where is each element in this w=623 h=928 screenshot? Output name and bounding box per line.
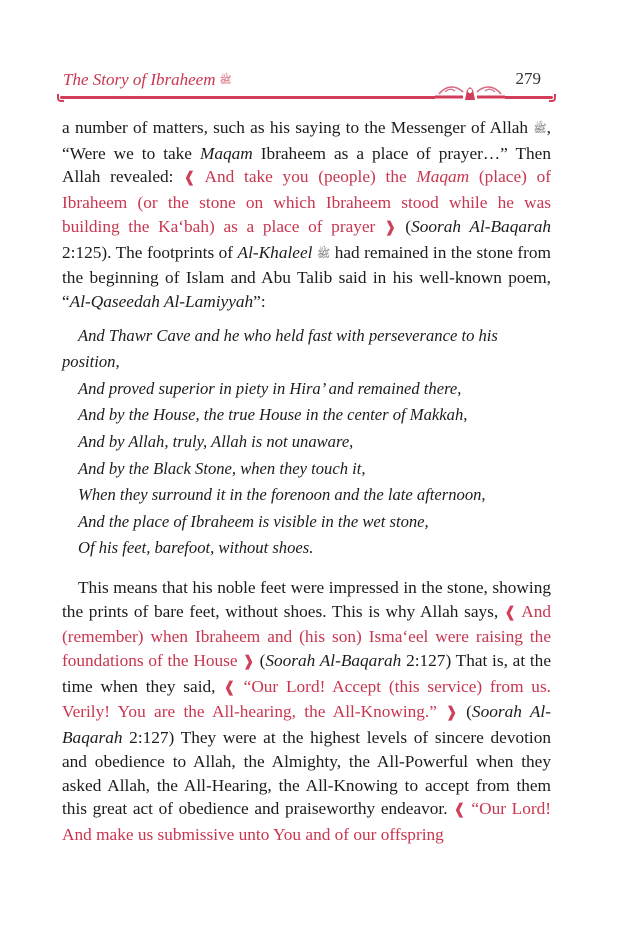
paragraph-maqam: a number of matters, such as his saying to the Messenger of Allah ﷺ, “Were we to take Maqam Ibraheem as a place of prayer…” Then Allah revealed: ❰ And take you (people) the Maqam (place) of Ibraheem (or the stone on which Ibraheem stood while he was building the Ka‘bah) as a place of prayer ❱ (Soorah Al-Baqarah 2:125). The footprints of Al-Khaleel ﷺ had remained in the stone from the beginning of Islam and Abu Talib said in his well-known poem, “Al-Qaseedah Al-Lamiyyah”: — [62, 118, 552, 311]
quran-quote: “Our Lord! And make us submissive unto You and of our offspring — [62, 799, 551, 844]
honorific-icon: ﷺ — [533, 123, 547, 135]
poem-line: And by Allah, truly, Allah is not unaware, — [78, 432, 354, 451]
poem-line: When they surround it in the forenoon and the late afternoon, — [78, 485, 486, 505]
salutation-icon: ﷺ — [219, 75, 232, 86]
page-body — [62, 116, 551, 847]
quran-close-bracket-icon: ❱ — [242, 654, 255, 671]
quran-close-bracket-icon: ❱ — [445, 705, 458, 722]
quran-quote: “Our Lord! Accept (this service) from us. Verily! You are the All-hearing, the All-Knowing.” — [62, 676, 551, 722]
rule-curl-left-icon — [57, 94, 64, 102]
ornament-flourish-icon — [435, 82, 505, 100]
page-number: 279 — [515, 69, 541, 88]
poem-line: And proved superior in piety in Hira’ and remained there, — [78, 378, 462, 398]
running-title: The Story of Ibraheem ﷺ — [63, 70, 232, 89]
quran-quote: And take you (people) the Maqam (place) of Ibraheem (or the stone on which Ibraheem stood while he was building the Ka‘bah) as a place of prayer — [62, 167, 551, 236]
poem-block — [62, 323, 551, 562]
poem-line: And by the House, the true House in the center of Makkah, — [78, 405, 468, 425]
page-header — [60, 66, 553, 102]
paragraph-footprints: This means that his noble feet were impressed in the stone, showing the prints of bare feet, without shoes. This is why Allah says, ❰ And (remember) when Ibraheem and (his son) Isma‘eel were raising the foundations of the House ❱ (Soorah Al-Baqarah 2:127) That is, at the time when they said, ❰ “Our Lord! Accept (this service) from us. Verily! You are the All-hearing, the All-Knowing.” ❱ (Soorah Al-Baqarah 2:127) They were at the highest levels of sincere devotion and obedience to Allah, the Almighty, the All-Powerful when they asked Allah, the All-Hearing, the All-Knowing to accept from them this great act of obedience and praiseworthy endeavor. ❰ “Our Lord! And make us submissive unto You and of our offspring — [62, 577, 551, 844]
poem-line: And by the Black Stone, when they touch it, — [78, 458, 366, 478]
poem-line: And Thawr Cave and he who held fast with perseverance to his position, — [62, 325, 498, 372]
quran-open-bracket-icon: ❰ — [223, 679, 236, 696]
quran-open-bracket-icon: ❰ — [453, 802, 466, 819]
quran-quote: And (remember) when Ibraheem and (his son) Isma‘eel were raising the foundations of the House — [62, 601, 551, 671]
quran-open-bracket-icon: ❰ — [183, 170, 196, 187]
honorific-icon: ﷺ — [316, 247, 331, 260]
poem-line: And the place of Ibraheem is visible in the wet stone, — [78, 511, 429, 531]
rule-curl-right-icon — [549, 94, 556, 102]
quran-close-bracket-icon: ❱ — [384, 219, 397, 236]
poem-line: Of his feet, barefoot, without shoes. — [78, 538, 314, 558]
quran-open-bracket-icon: ❰ — [503, 604, 517, 621]
